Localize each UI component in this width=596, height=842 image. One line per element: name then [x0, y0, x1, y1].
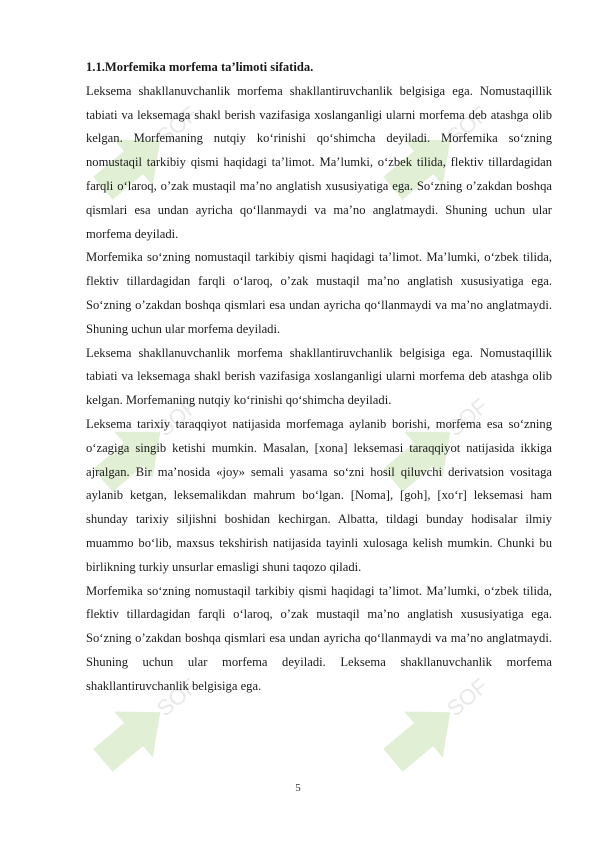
paragraph: Morfemika so‘zning nomustaqil tarkibiy qismi haqidagi ta’limot. Ma’lumki, o‘zbek tilida, flektiv tillardagidan farqli o‘laroq, o’zak mustaqil ma’no anglatish xususiyatiga ega. So‘zning o’zakdan boshqa qismlari esa undan ayricha qo‘llanmaydi va ma’no anglatmaydi. Shuning uchun ular morfema deyiladi. Leksema shakllanuvchanlik morfema shakllantiruvchanlik belgisiga ega. — [86, 583, 552, 693]
paragraph: Leksema tarixiy taraqqiyot natijasida morfemaga aylanib borishi, morfema esa so‘zning o‘zagiga singib ketishi mumkin. Masalan, [xona] leksemasi taraqqiyot natijasida ikkiga ajralgan. Bir ma’nosida «joy» semali yasama so‘zni hosil qiluvchi derivatsion vositaga aylanib ketgan, leksemalikdan mahrum bo‘lgan. [Noma], [goh], [xo‘r] leksemasi ham shunday tarixiy siljishni boshidan kechirgan. Albatta, tildagi bunday hodisalar ilmiy muammo bo‘lib, maxsus tekshirish natijasida tayinli xulosaga kelish mumkin. Chunki bu birlikning turkiy unsurlar emasligi shuni taqozo qiladi. — [86, 416, 552, 574]
paragraph: Leksema shakllanuvchanlik morfema shakllantiruvchanlik belgisiga ega. Nomustaqillik tabiati va leksemaga shakl berish vazifasiga xoslanganligi ularni morfema deb atashga olib kelgan. Morfemaning nutqiy ko‘rinishi qo‘shimcha deyiladi. Morfemika so‘zning nomustaqil tarkibiy qismi haqidagi ta’limot. Ma’lumki, o‘zbek tilida, flektiv tillardagidan farqli o‘laroq, o’zak mustaqil ma’no anglatish xususiyatiga ega. So‘zning o’zakdan boshqa qismlari esa undan ayricha qo‘llanmaydi va ma’no anglatmaydi. Shuning uchun ular morfema deyiladi. — [86, 83, 552, 241]
svg-text:SOF: SOF — [441, 393, 493, 442]
svg-text:SOF: SOF — [441, 101, 493, 150]
page-number: 5 — [295, 782, 301, 794]
section-heading: 1.1.Morfemika morfema ta’limoti sifatida. — [86, 60, 314, 74]
svg-text:SOF: SOF — [151, 101, 203, 150]
paragraph: Leksema shakllanuvchanlik morfema shakllantiruvchanlik belgisiga ega. Nomustaqillik tabiati va leksemaga shakl berish vazifasiga xoslanganligi ularni morfema deb atashga olib kelgan. Morfemaning nutqiy ko‘rinishi qo‘shimcha deyiladi. — [86, 345, 552, 408]
paragraph: Morfemika so‘zning nomustaqil tarkibiy qismi haqidagi ta’limot. Ma’lumki, o‘zbek tilida, flektiv tillardagidan farqli o‘laroq, o’zak mustaqil ma’no anglatish xususiyatiga ega. So‘zning o’zakdan boshqa qismlari esa undan ayricha qo‘llanmaydi va ma’no anglatmaydi. Shuning uchun ular morfema deyiladi. — [86, 250, 552, 336]
document-body — [86, 56, 552, 699]
svg-text:SOF: SOF — [441, 673, 493, 722]
svg-text:SOF: SOF — [151, 393, 203, 442]
svg-text:SOF: SOF — [151, 673, 203, 722]
